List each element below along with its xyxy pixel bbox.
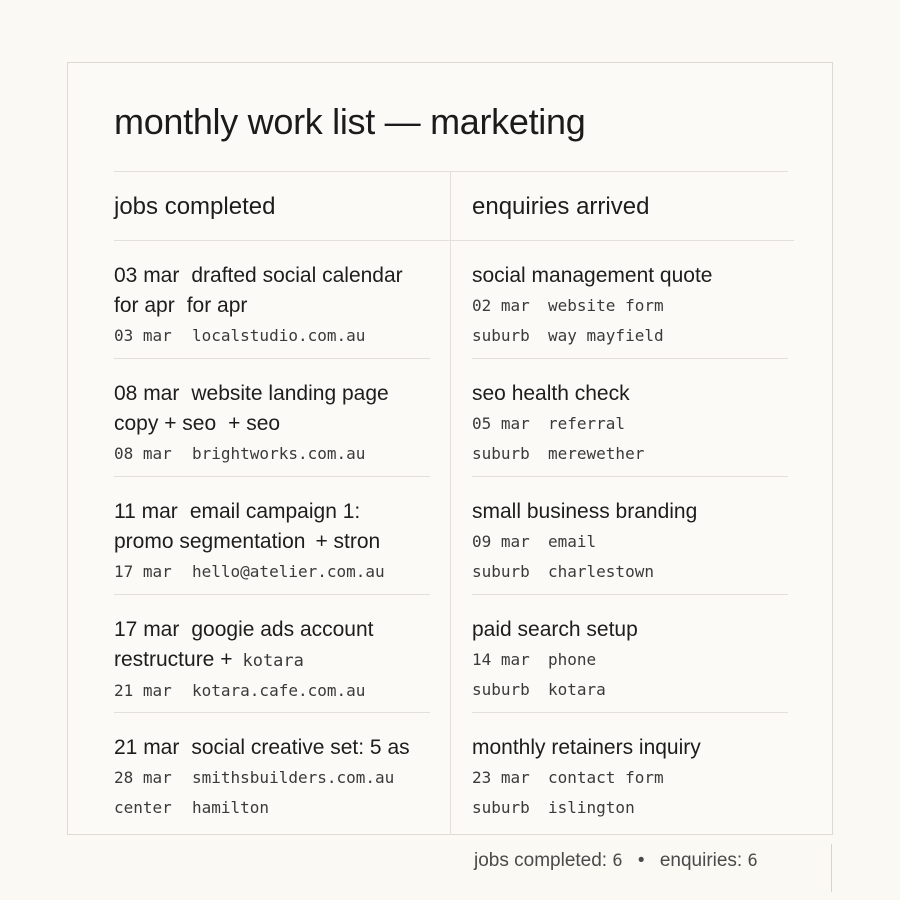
job-date: 08 mar [114, 382, 180, 405]
enquiry-date: 09 mar [472, 532, 530, 551]
job-date: 11 mar [114, 500, 178, 523]
enquiries-column-heading: enquiries arrived [472, 193, 650, 220]
job-description: email campaign 1: [189, 500, 361, 523]
enquiry-suburb-label: suburb [472, 798, 530, 817]
summary-footer [474, 850, 758, 872]
enquiry-title: seo health check [472, 382, 630, 405]
enquiry-source: referral [548, 414, 626, 433]
enquiry-suburb-label: suburb [472, 680, 530, 699]
enquiry-item [472, 595, 788, 713]
enquiry-date: 05 mar [472, 414, 530, 433]
job-item [114, 241, 430, 359]
job-date: 03 mar [114, 264, 180, 287]
column-divider [450, 172, 451, 835]
enquiry-source: website form [548, 296, 664, 315]
job-item [114, 359, 430, 477]
job-client: hello@atelier.com.au [192, 562, 385, 581]
job-description: website landing page [191, 382, 389, 405]
job-description-cont: for apr [114, 294, 175, 317]
job-description-extra: + seo [228, 412, 281, 435]
job-description-extra: + stron [315, 530, 381, 553]
enquiry-suburb-label: suburb [472, 444, 530, 463]
enquiry-source: contact form [548, 768, 664, 787]
job-client: brightworks.com.au [192, 444, 366, 463]
separator-dot: • [637, 850, 645, 871]
job-item [114, 713, 430, 831]
job-description-cont: restructure + [114, 648, 233, 671]
job-client: smithsbuilders.com.au [192, 768, 395, 787]
enquiries-count-label: enquiries: [659, 850, 743, 871]
job-client: kotara.cafe.com.au [192, 681, 366, 700]
enquiry-item [472, 477, 788, 595]
enquiry-suburb: islington [548, 798, 635, 817]
job-description-cont: copy + seo [114, 412, 217, 435]
enquiry-suburb-label: suburb [472, 562, 530, 581]
job-item [114, 477, 430, 595]
job-location: hamilton [192, 798, 270, 817]
enquiry-source: phone [548, 650, 597, 669]
enquiry-title: monthly retainers inquiry [472, 736, 701, 759]
enquiry-item [472, 359, 788, 477]
enquiries-count: 6 [747, 851, 758, 871]
job-description: googie ads account [191, 618, 374, 641]
job-client: localstudio.com.au [192, 326, 366, 345]
enquiry-date: 02 mar [472, 296, 530, 315]
job-location: kotara [242, 651, 304, 671]
job-meta-date: 21 mar [114, 681, 172, 700]
enquiry-suburb: merewether [548, 444, 645, 463]
page-title: monthly work list — marketing [114, 101, 586, 142]
enquiry-suburb: charlestown [548, 562, 654, 581]
job-description: drafted social calendar [191, 264, 403, 287]
enquiry-suburb: kotara [548, 680, 606, 699]
jobs-count: 6 [612, 851, 623, 871]
footer-edge-line [831, 844, 832, 892]
job-meta-date: 17 mar [114, 562, 172, 581]
enquiry-date: 23 mar [472, 768, 530, 787]
job-date: 17 mar [114, 618, 180, 641]
title-divider [114, 171, 788, 172]
work-list-card [67, 62, 833, 835]
job-meta-date: 08 mar [114, 444, 172, 463]
jobs-count-label: jobs completed: [474, 850, 608, 871]
enquiry-suburb: way mayfield [548, 326, 664, 345]
enquiry-title: paid search setup [472, 618, 638, 641]
job-description: social creative set: 5 as [191, 736, 410, 759]
enquiry-suburb-label: suburb [472, 326, 530, 345]
jobs-column-heading: jobs completed [114, 193, 276, 220]
enquiry-source: email [548, 532, 597, 551]
enquiry-date: 14 mar [472, 650, 530, 669]
enquiry-title: small business branding [472, 500, 698, 523]
job-date: 21 mar [114, 736, 180, 759]
job-meta-date: 03 mar [114, 326, 172, 345]
job-description-extra: for apr [186, 294, 248, 317]
job-meta-date: 28 mar [114, 768, 172, 787]
job-item [114, 595, 430, 713]
job-description-cont: promo segmentation [114, 530, 306, 553]
enquiry-item [472, 713, 788, 831]
enquiry-item [472, 241, 788, 359]
job-meta-label: center [114, 798, 172, 817]
enquiry-title: social management quote [472, 264, 713, 287]
